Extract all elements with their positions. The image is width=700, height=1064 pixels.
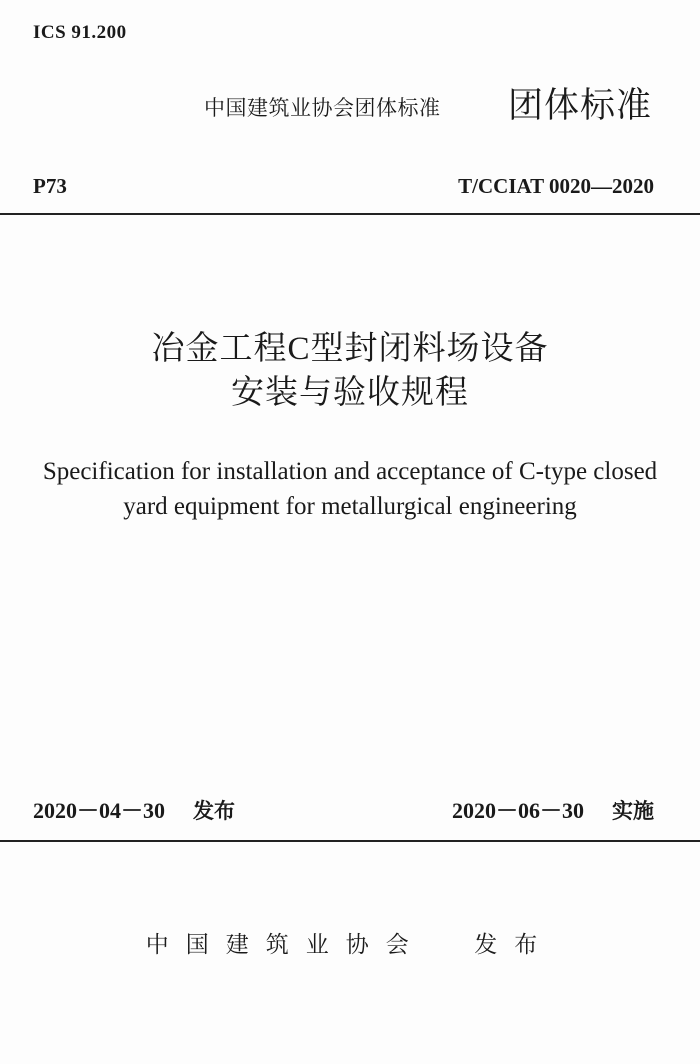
issue-label: 发布: [193, 799, 236, 823]
publisher-line: 中国建筑业协会 发布: [145, 932, 555, 958]
ics-code: ICS 91.200: [33, 22, 127, 43]
implementation-label: 实施: [612, 799, 654, 823]
top-divider: [0, 213, 700, 215]
title-chinese-line-2: 安装与验收规程: [231, 375, 469, 411]
title-chinese-line-1: 冶金工程C型封闭料场设备: [151, 331, 549, 367]
implementation-date-block: [452, 794, 654, 825]
title-english-line-2: yard equipment for metallurgical engineering: [123, 493, 577, 520]
classification-code: P73: [33, 174, 67, 198]
issue-date: 2020－04－30: [33, 798, 166, 823]
organization-standard-heading: 中国建筑业协会团体标准: [204, 96, 441, 120]
implementation-date: 2020－06－30: [451, 798, 584, 823]
bottom-divider: [0, 840, 700, 842]
standard-number: T/CCIAT 0020—2020: [458, 174, 654, 198]
issue-date-block: [33, 794, 235, 825]
title-english-line-1: Specification for installation and acceptance of C-type closed: [42, 458, 658, 485]
standard-type-label: 团体标准: [508, 86, 653, 126]
